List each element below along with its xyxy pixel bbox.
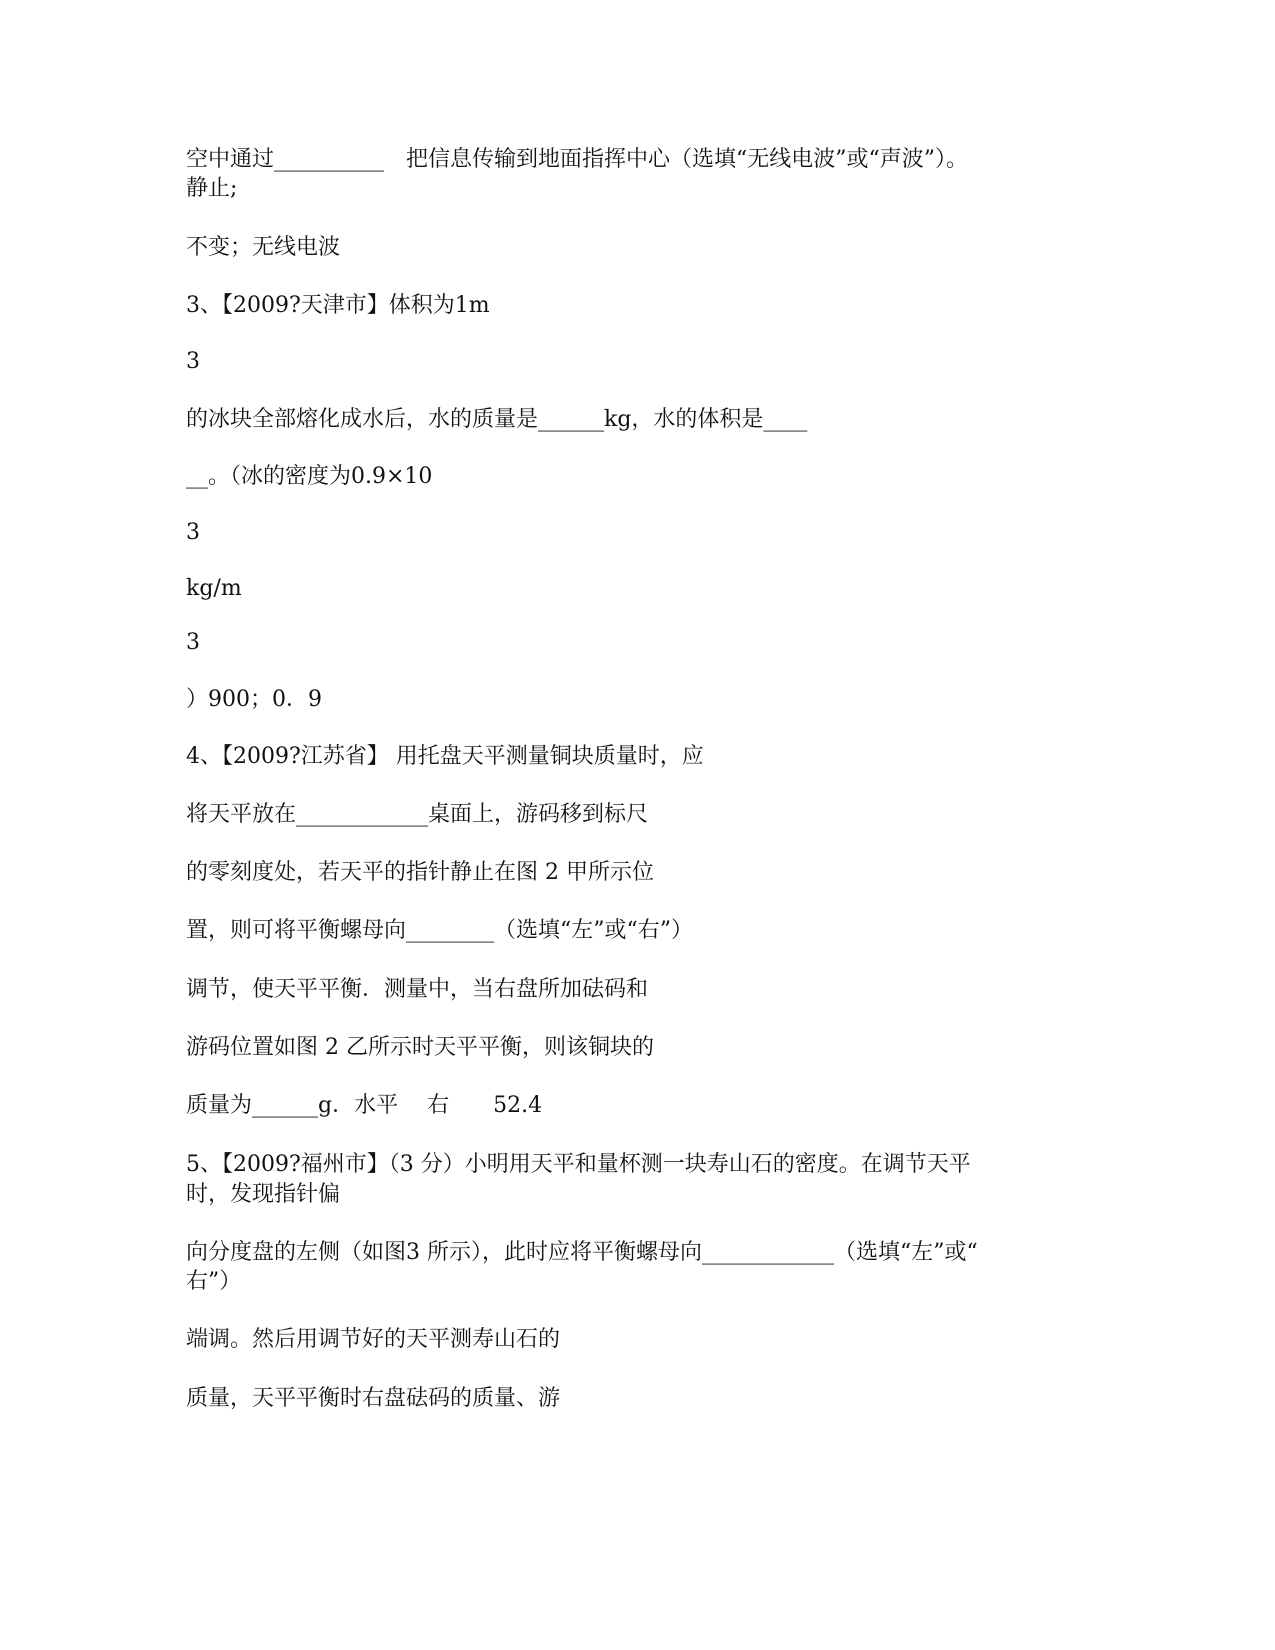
text-line: 不变；无线电波: [186, 235, 341, 260]
text-line: 将天平放在____________桌面上，游码移到标尺: [186, 802, 649, 827]
text-line: 3: [186, 630, 200, 655]
text-line: 调节，使天平平衡．测量中，当右盘所加砝码和: [186, 977, 649, 1002]
text-line: 的冰块全部熔化成水后，水的质量是______kg，水的体积是____: [186, 407, 808, 432]
text-line: 质量为______g．水平 右 52.4: [186, 1093, 543, 1118]
text-line: kg/m: [186, 576, 242, 601]
text-line: 3: [186, 349, 200, 374]
text-line: 时，发现指针偏: [186, 1182, 341, 1207]
text-line: 的零刻度处，若天平的指针静止在图 2 甲所示位: [186, 860, 654, 885]
text-line: 右”）: [186, 1269, 242, 1294]
text-line: 5、【2009?福州市】（3 分）小明用天平和量杯测一块寿山石的密度。在调节天平: [186, 1152, 971, 1177]
text-line: __。（冰的密度为0.9×10: [186, 464, 433, 489]
text-line: ）900；0．9: [186, 687, 322, 712]
text-line: 游码位置如图 2 乙所示时天平平衡，则该铜块的: [186, 1035, 654, 1060]
text-line: 4、【2009?江苏省】 用托盘天平测量铜块质量时，应: [186, 744, 704, 769]
text-line: 空中通过__________ 把信息传输到地面指挥中心（选填“无线电波”或“声波”）。: [186, 147, 968, 172]
text-line: 质量，天平平衡时右盘砝码的质量、游: [186, 1386, 561, 1411]
text-line: 3: [186, 520, 200, 545]
text-line: 向分度盘的左侧（如图3 所示），此时应将平衡螺母向____________（选填“左”或“: [186, 1240, 978, 1265]
text-line: 3、【2009?天津市】体积为1m: [186, 293, 490, 318]
text-line: 端调。然后用调节好的天平测寿山石的: [186, 1327, 561, 1352]
text-line: 置，则可将平衡螺母向________（选填“左”或“右”）: [186, 918, 693, 943]
text-line: 静止;: [186, 176, 238, 201]
